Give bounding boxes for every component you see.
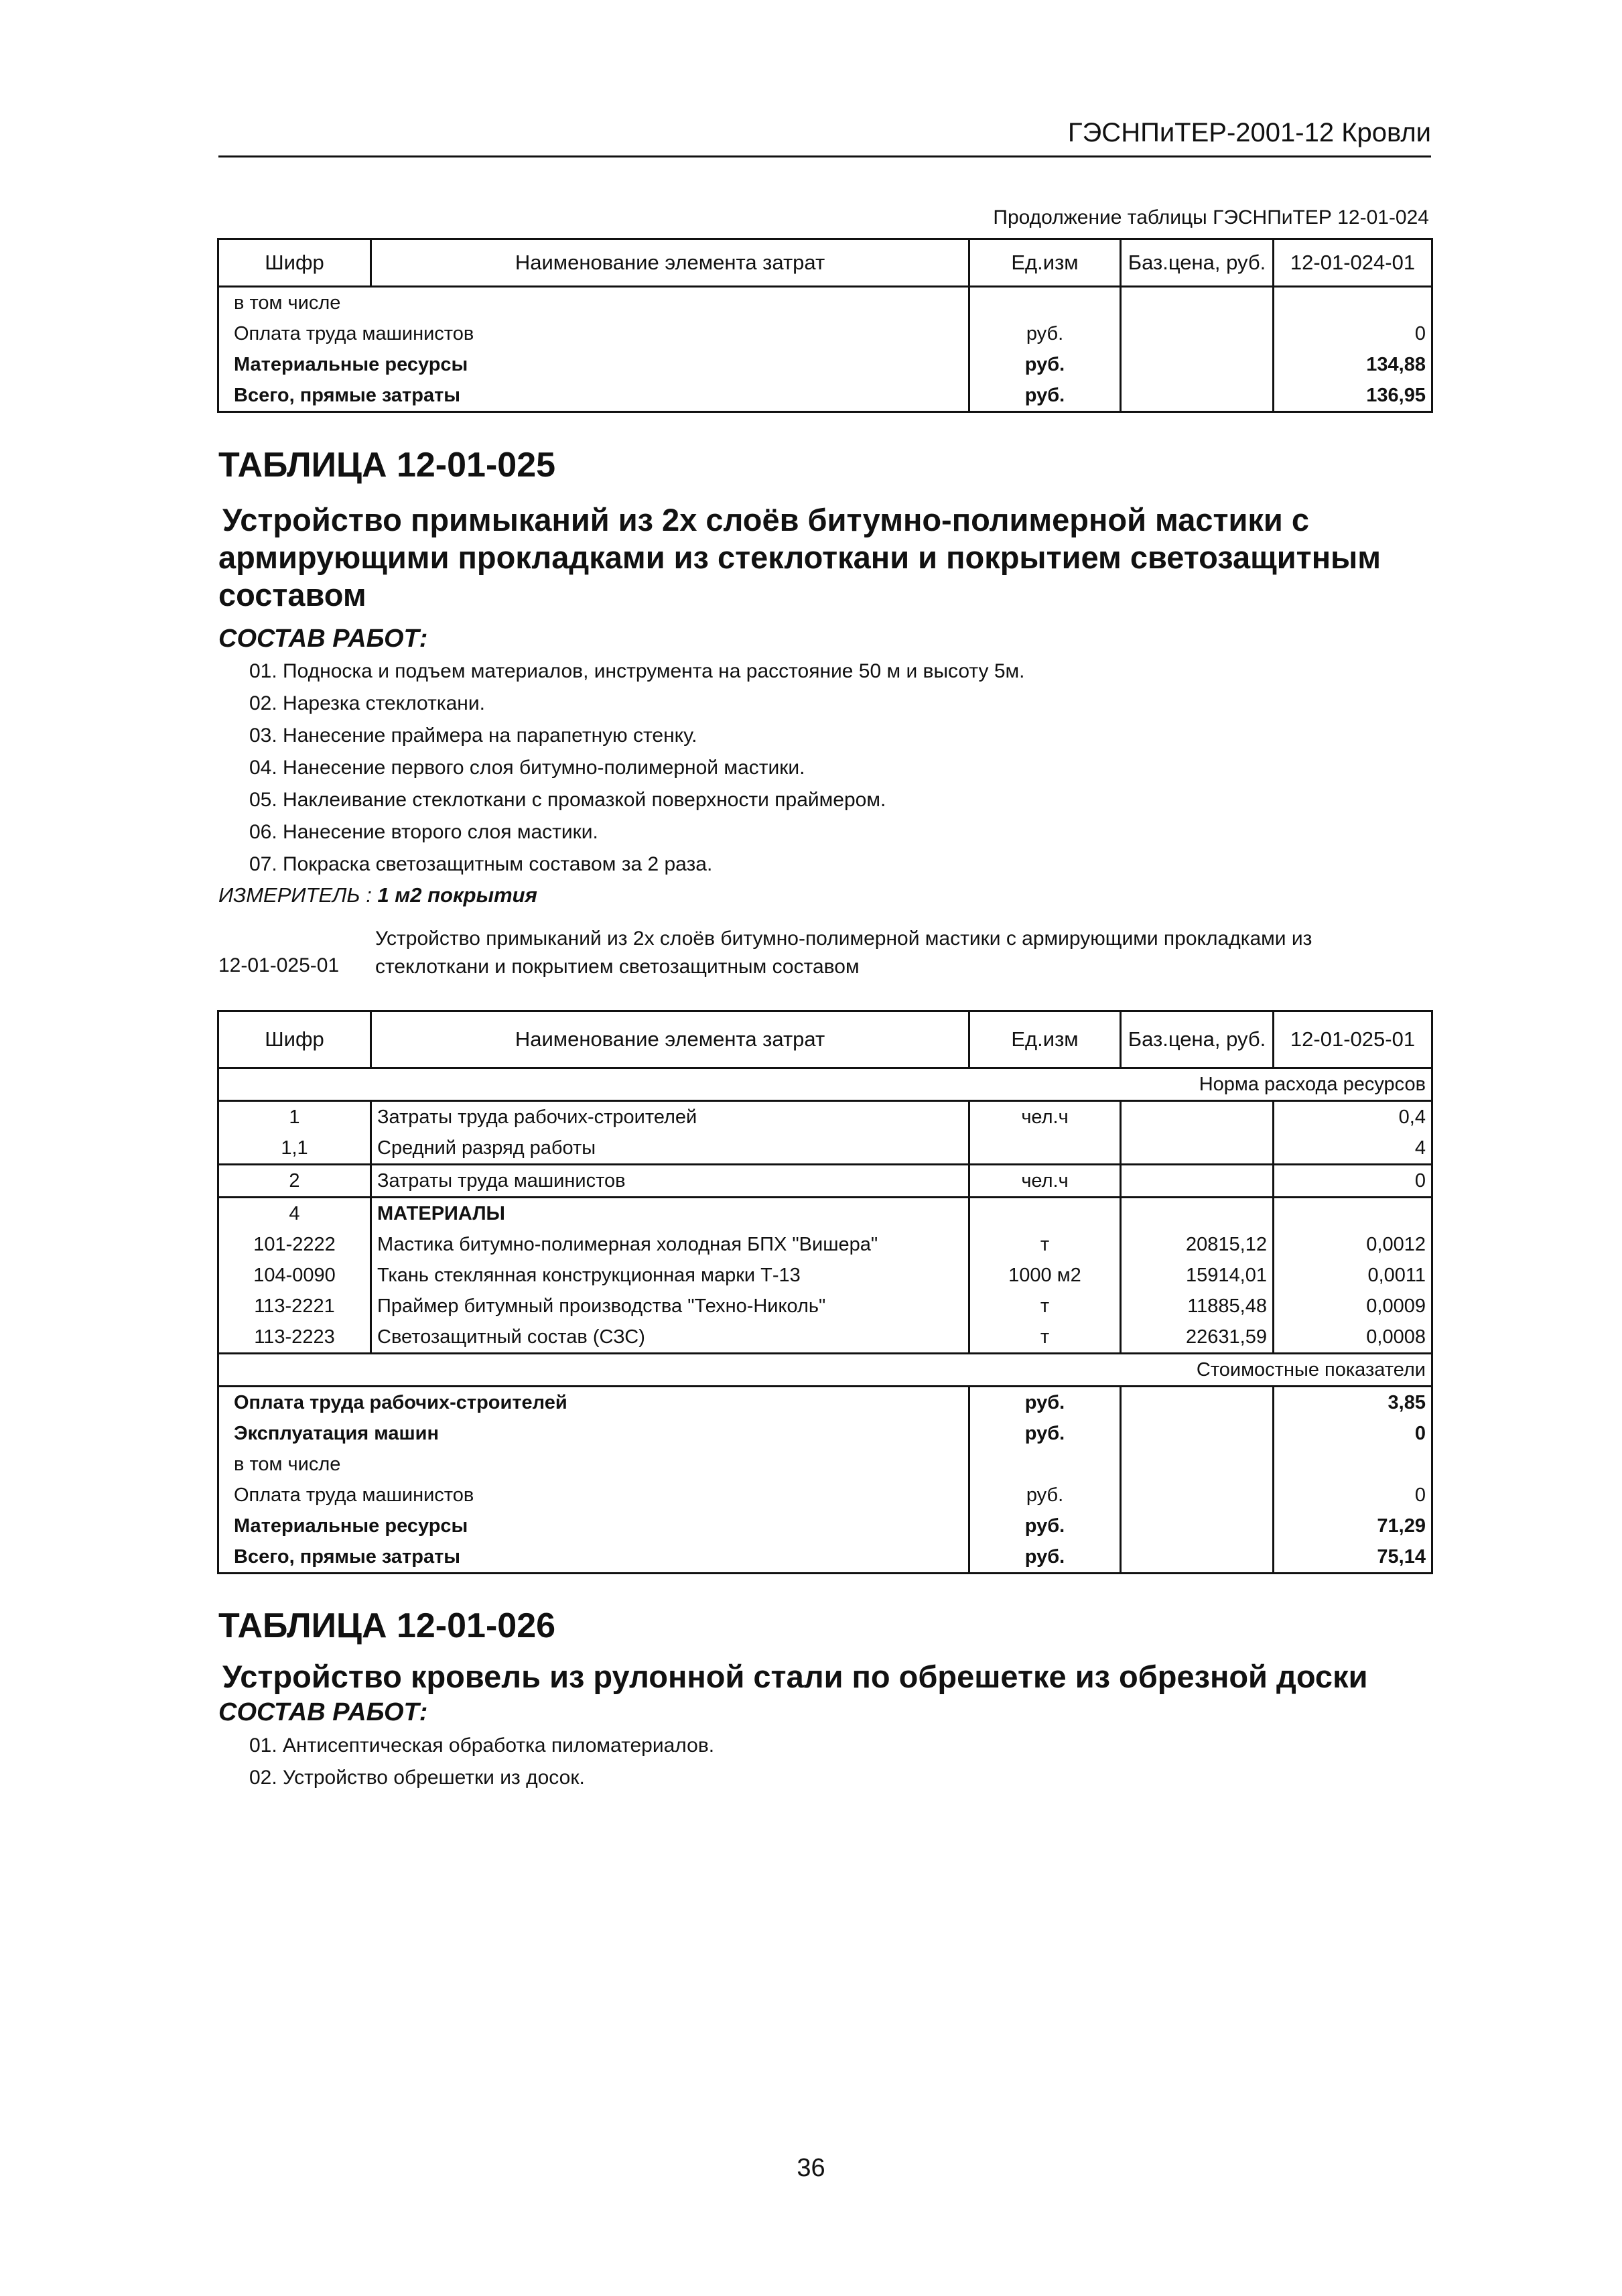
row-code: 104-0090 <box>218 1260 371 1291</box>
row-name: в том числе <box>218 287 969 319</box>
row-unit: руб. <box>969 380 1121 412</box>
row-unit: руб. <box>969 318 1121 349</box>
row-value: 0,0008 <box>1274 1322 1432 1354</box>
description-line: составом <box>218 577 366 613</box>
row-price: 15914,01 <box>1121 1260 1274 1291</box>
norm-label-row <box>218 1068 1432 1101</box>
work-item: 06. Нанесение второго слоя мастики. <box>249 821 598 843</box>
table-row <box>218 1260 1432 1291</box>
row-value <box>1274 1449 1432 1480</box>
header-name: Наименование элемента затрат <box>371 239 969 287</box>
code-description-line: Устройство примыканий из 2х слоёв битумно-полимерной мастики с армирующими прокладками из <box>375 928 1312 950</box>
row-price <box>1121 1198 1274 1230</box>
header-rule <box>218 155 1431 157</box>
header-price: Баз.цена, руб. <box>1121 1011 1274 1068</box>
row-code: 113-2223 <box>218 1322 371 1354</box>
table-row <box>218 287 1432 319</box>
work-item: 01. Антисептическая обработка пиломатериалов. <box>249 1734 715 1757</box>
row-unit <box>969 1198 1121 1230</box>
work-item: 04. Нанесение первого слоя битумно-полимерной мастики. <box>249 757 805 779</box>
norm-label: Норма расхода ресурсов <box>218 1068 1432 1101</box>
header-norm-code: 12-01-025-01 <box>1274 1011 1432 1068</box>
row-name: Оплата труда машинистов <box>218 318 969 349</box>
table-row <box>218 349 1432 380</box>
row-unit: т <box>969 1322 1121 1354</box>
table-row <box>218 1387 1432 1419</box>
table-026-title: ТАБЛИЦА 12-01-026 <box>218 1606 556 1645</box>
row-price: 22631,59 <box>1121 1322 1274 1354</box>
row-name: Ткань стеклянная конструкционная марки Т-13 <box>371 1260 969 1291</box>
table-026-description: Устройство кровель из рулонной стали по обрешетке из обрезной доски <box>222 1659 1368 1694</box>
table-row <box>218 1101 1432 1133</box>
row-name: Материальные ресурсы <box>218 1511 969 1541</box>
row-name: Средний разряд работы <box>371 1133 969 1165</box>
row-name: Всего, прямые затраты <box>218 1541 969 1574</box>
table-row <box>218 1449 1432 1480</box>
code-description-line: стеклоткани и покрытием светозащитным составом <box>375 956 860 978</box>
table-row <box>218 1165 1432 1198</box>
header-name: Наименование элемента затрат <box>371 1011 969 1068</box>
row-code: 4 <box>218 1198 371 1230</box>
row-name: МАТЕРИАЛЫ <box>371 1198 969 1230</box>
row-name: Затраты труда рабочих-строителей <box>371 1101 969 1133</box>
row-value: 0 <box>1274 1480 1432 1511</box>
row-price <box>1121 1101 1274 1133</box>
header-unit: Ед.изм <box>969 239 1121 287</box>
row-unit <box>969 1449 1121 1480</box>
header-code: Шифр <box>218 1011 371 1068</box>
row-code: 1 <box>218 1101 371 1133</box>
row-value: 136,95 <box>1274 380 1432 412</box>
row-name: Праймер битумный производства "Техно-Николь" <box>371 1291 969 1322</box>
table-025-description <box>218 501 1381 614</box>
row-name: Затраты труда машинистов <box>371 1165 969 1198</box>
cost-label: Стоимостные показатели <box>218 1354 1432 1387</box>
table-row <box>218 1418 1432 1449</box>
work-item: 01. Подноска и подъем материалов, инструмента на расстояние 50 м и высоту 5м. <box>249 660 1025 682</box>
continuation-caption: Продолжение таблицы ГЭСНПиТЕР 12-01-024 <box>993 206 1429 229</box>
works-list-026 <box>249 1734 714 1799</box>
row-code: 1,1 <box>218 1133 371 1165</box>
row-value: 0,4 <box>1274 1101 1432 1133</box>
row-name: Всего, прямые затраты <box>218 380 969 412</box>
table-024 <box>217 238 1433 413</box>
work-item: 02. Нарезка стеклоткани. <box>249 692 485 714</box>
row-name: Светозащитный состав (СЗС) <box>371 1322 969 1354</box>
row-name: Оплата труда рабочих-строителей <box>218 1387 969 1419</box>
table-row <box>218 1133 1432 1165</box>
row-price <box>1121 1165 1274 1198</box>
row-unit: чел.ч <box>969 1101 1121 1133</box>
norm-code: 12-01-025-01 <box>218 954 340 976</box>
header-code: Шифр <box>218 239 371 287</box>
table-row <box>218 1322 1432 1354</box>
table-025 <box>217 1010 1433 1574</box>
row-value: 0,0011 <box>1274 1260 1432 1291</box>
row-unit <box>969 287 1121 319</box>
row-value: 71,29 <box>1274 1511 1432 1541</box>
row-unit: руб. <box>969 1387 1121 1419</box>
header-unit: Ед.изм <box>969 1011 1121 1068</box>
table-header-row <box>218 239 1432 287</box>
description-line: армирующими прокладками из стеклоткани и покрытием светозащитным <box>218 539 1381 575</box>
cost-label-row <box>218 1354 1432 1387</box>
row-value: 3,85 <box>1274 1387 1432 1419</box>
running-header: ГЭСНПиТЕР-2001-12 Кровли <box>1067 118 1431 147</box>
row-unit: руб. <box>969 1511 1121 1541</box>
row-code: 2 <box>218 1165 371 1198</box>
row-value: 0 <box>1274 318 1432 349</box>
row-value: 4 <box>1274 1133 1432 1165</box>
row-value: 0 <box>1274 1165 1432 1198</box>
works-heading-026: СОСТАВ РАБОТ: <box>218 1698 428 1726</box>
table-row <box>218 1291 1432 1322</box>
row-value: 0,0012 <box>1274 1229 1432 1260</box>
row-value <box>1274 287 1432 319</box>
work-item: 07. Покраска светозащитным составом за 2 раза. <box>249 853 713 875</box>
works-list <box>249 660 1024 885</box>
meter-value: 1 м2 покрытия <box>377 883 537 907</box>
table-row <box>218 380 1432 412</box>
row-value: 75,14 <box>1274 1541 1432 1574</box>
row-price <box>1121 1133 1274 1165</box>
table-025-title: ТАБЛИЦА 12-01-025 <box>218 446 556 485</box>
row-value: 0 <box>1274 1418 1432 1449</box>
row-code: 101-2222 <box>218 1229 371 1260</box>
row-name: в том числе <box>218 1449 969 1480</box>
works-heading: СОСТАВ РАБОТ: <box>218 625 428 653</box>
row-unit <box>969 1133 1121 1165</box>
row-unit: т <box>969 1229 1121 1260</box>
meter-label: ИЗМЕРИТЕЛЬ : <box>218 883 372 907</box>
row-unit: руб. <box>969 1480 1121 1511</box>
work-item: 02. Устройство обрешетки из досок. <box>249 1767 585 1789</box>
row-unit: чел.ч <box>969 1165 1121 1198</box>
header-price: Баз.цена, руб. <box>1121 239 1274 287</box>
table-row <box>218 1511 1432 1541</box>
row-value <box>1274 1198 1432 1230</box>
row-name: Материальные ресурсы <box>218 349 969 380</box>
row-unit: т <box>969 1291 1121 1322</box>
row-code: 113-2221 <box>218 1291 371 1322</box>
row-unit: руб. <box>969 1418 1121 1449</box>
row-name: Мастика битумно-полимерная холодная БПХ "Вишера" <box>371 1229 969 1260</box>
row-unit: руб. <box>969 349 1121 380</box>
row-unit: 1000 м2 <box>969 1260 1121 1291</box>
table-row <box>218 318 1432 349</box>
page-number: 36 <box>797 2154 825 2182</box>
description-line: Устройство примыканий из 2х слоёв битумно-полимерной мастики с <box>222 502 1310 537</box>
table-header-row <box>218 1011 1432 1068</box>
meter-line <box>218 883 537 907</box>
row-name: Оплата труда машинистов <box>218 1480 969 1511</box>
norm-code-description <box>375 925 1312 981</box>
row-price: 20815,12 <box>1121 1229 1274 1260</box>
row-value: 134,88 <box>1274 349 1432 380</box>
header-norm-code: 12-01-024-01 <box>1274 239 1432 287</box>
row-name: Эксплуатация машин <box>218 1418 969 1449</box>
table-row <box>218 1541 1432 1574</box>
work-item: 03. Нанесение праймера на парапетную стенку. <box>249 724 697 747</box>
row-price: 11885,48 <box>1121 1291 1274 1322</box>
row-unit: руб. <box>969 1541 1121 1574</box>
table-row <box>218 1480 1432 1511</box>
row-value: 0,0009 <box>1274 1291 1432 1322</box>
table-row <box>218 1229 1432 1260</box>
work-item: 05. Наклеивание стеклоткани с промазкой поверхности праймером. <box>249 789 886 811</box>
table-row <box>218 1198 1432 1230</box>
